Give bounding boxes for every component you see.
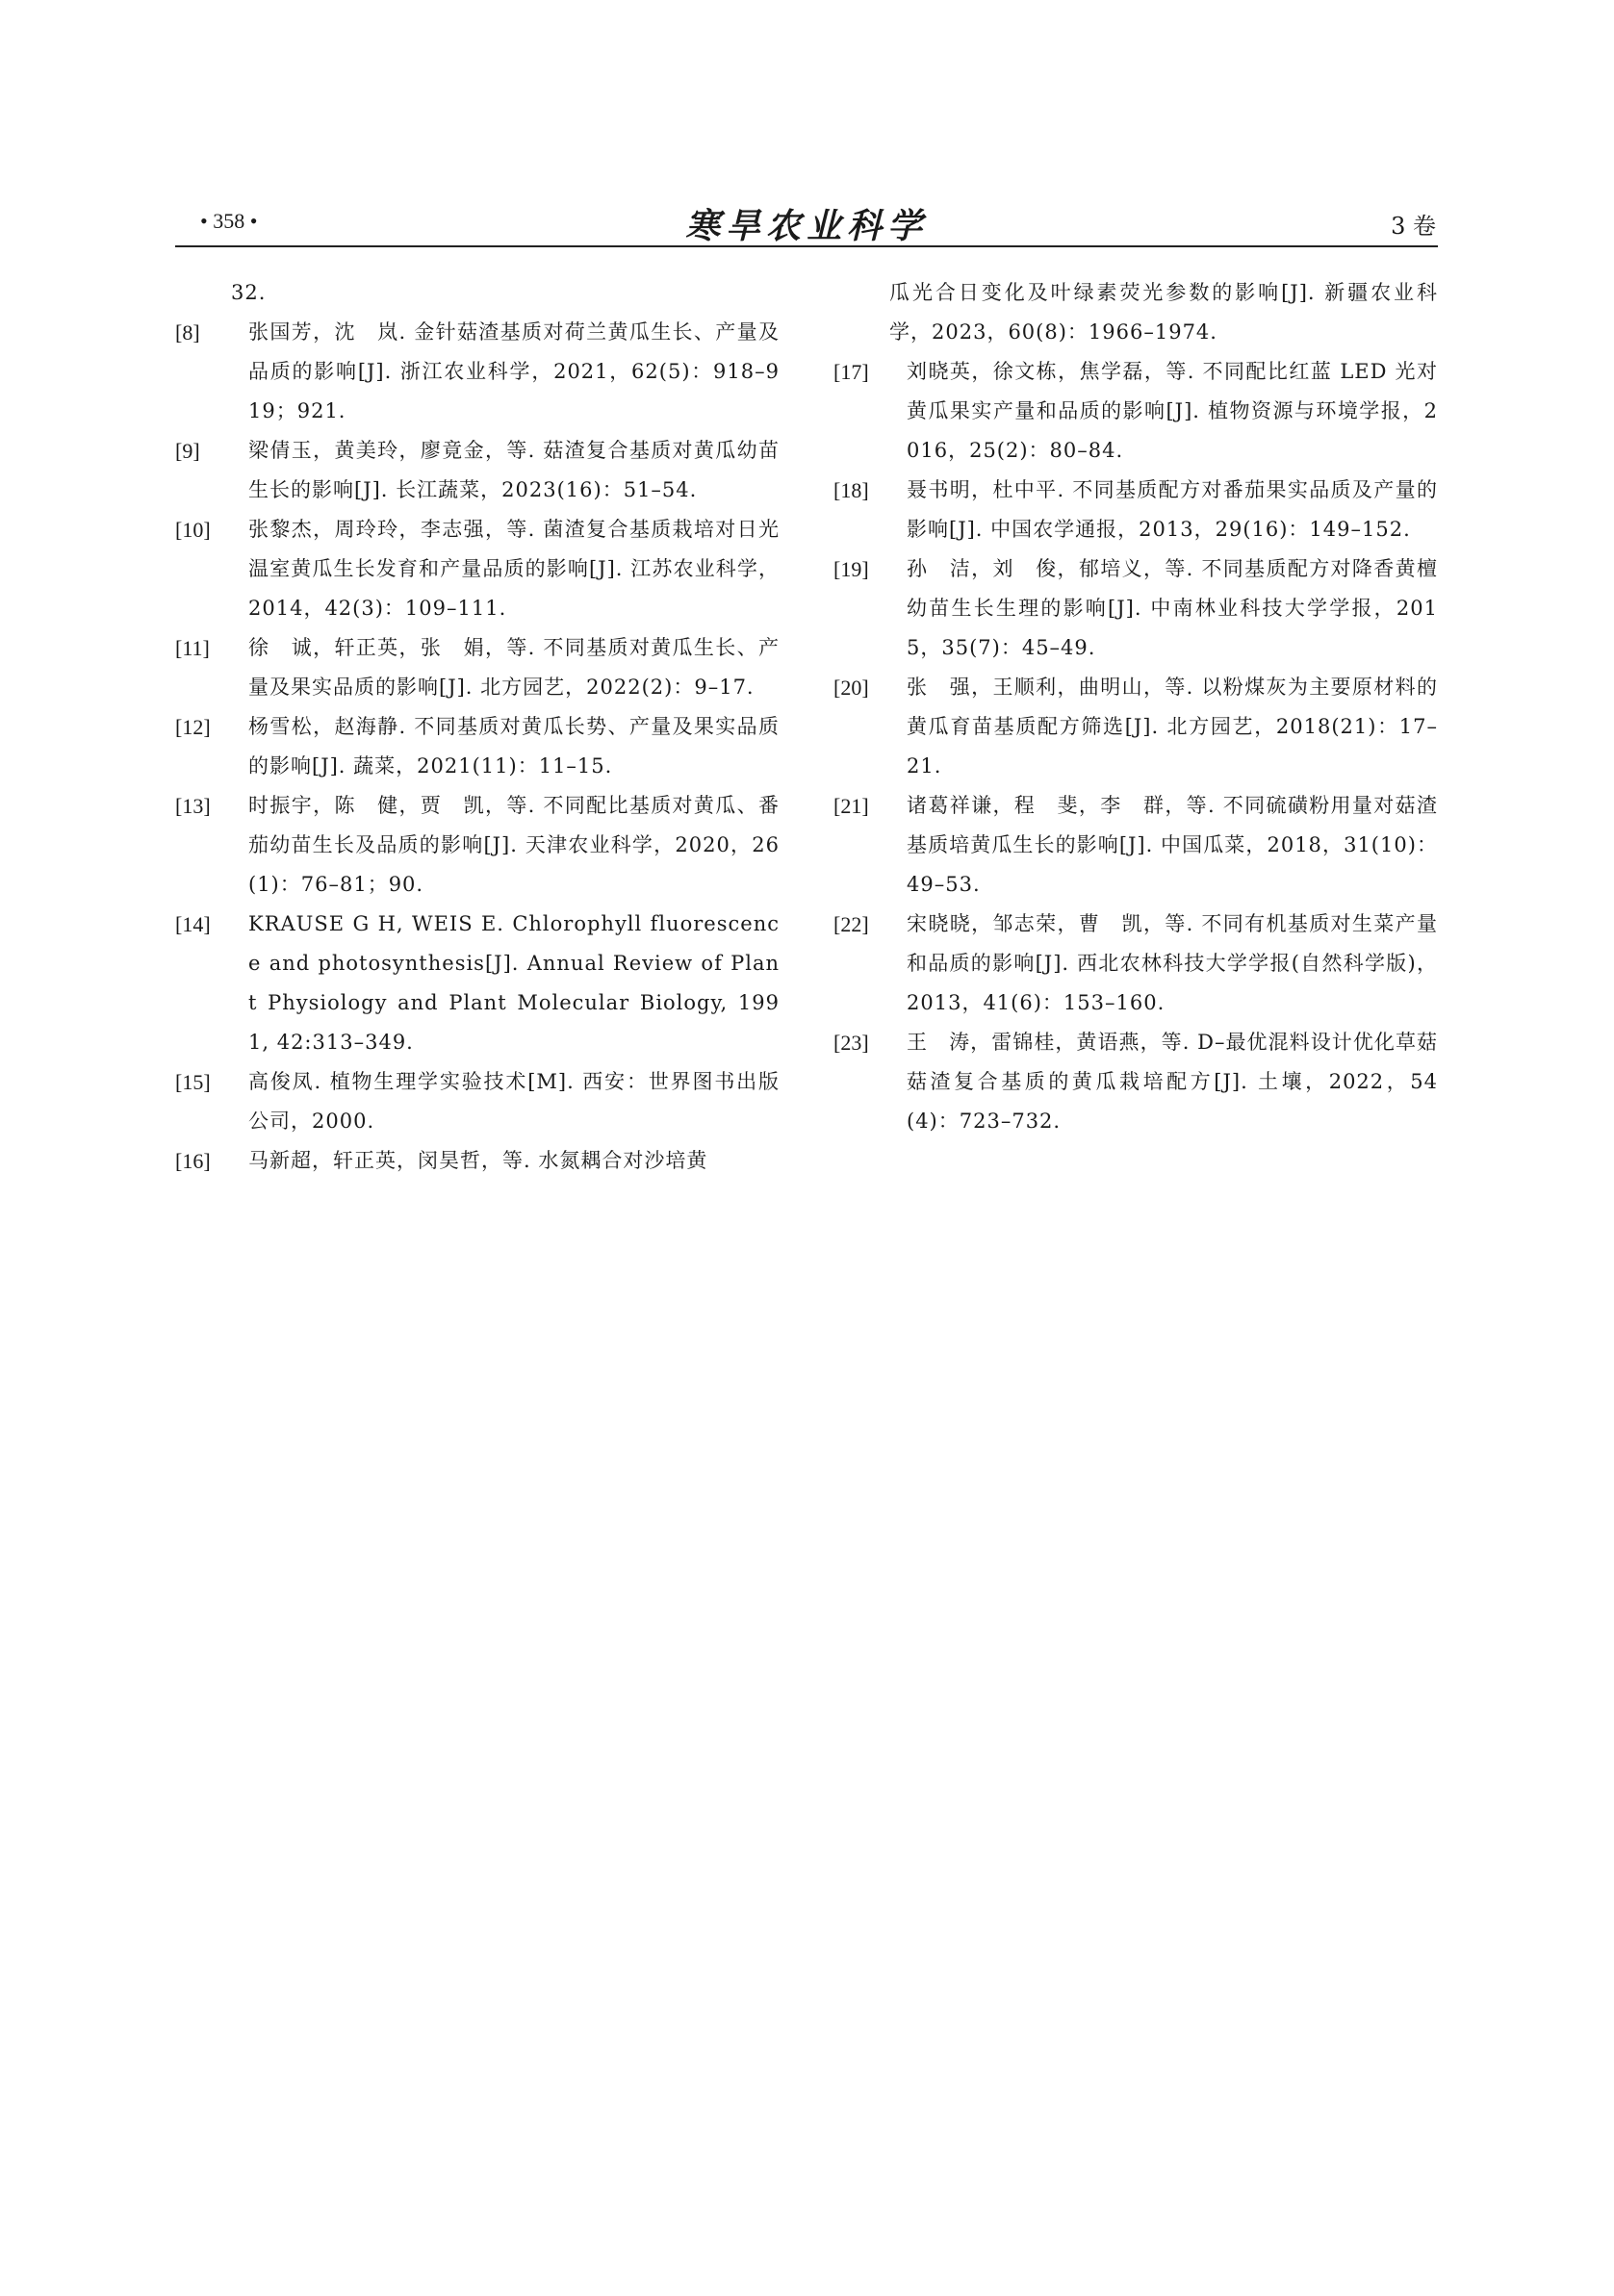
reference-number: [12] <box>175 715 211 739</box>
reference-number: [16] <box>175 1149 211 1173</box>
reference-text: 梁倩玉，黄美玲，廖竟金，等. 菇渣复合基质对黄瓜幼苗生长的影响[J]. 长江蔬菜，2023(16)：51–54. <box>248 439 780 501</box>
reference-text: 刘晓英，徐文栋，焦学磊，等. 不同配比红蓝 LED 光对黄瓜果实产量和品质的影响[J]. 植物资源与环境学报，2016，25(2)：80–84. <box>907 360 1438 462</box>
reference-item <box>833 549 1438 668</box>
reference-number: [19] <box>833 557 869 581</box>
reference-item <box>833 668 1438 786</box>
reference-number: [8] <box>175 320 200 344</box>
reference-text: 张黎杰，周玲玲，李志强，等. 菌渣复合基质栽培对日光温室黄瓜生长发育和产量品质的影响[J]. 江苏农业科学，2014，42(3)：109–111. <box>248 518 780 620</box>
reference-number: [18] <box>833 478 869 502</box>
reference-item <box>175 510 780 628</box>
volume-label: 3 卷 <box>1391 213 1436 240</box>
page-number: • 358 • <box>200 209 258 233</box>
reference-item <box>175 786 780 905</box>
reference-number: [10] <box>175 518 211 542</box>
reference-item <box>833 1023 1438 1141</box>
reference-item <box>175 1062 780 1141</box>
reference-item <box>833 352 1438 471</box>
reference-text: 杨雪松，赵海静. 不同基质对黄瓜长势、产量及果实品质的影响[J]. 蔬菜，2021(11)：11–15. <box>248 715 780 778</box>
reference-number: [23] <box>833 1031 869 1055</box>
reference-number: [9] <box>175 439 200 463</box>
reference-text: 马新超，轩正英，闵昊哲，等. 水氮耦合对沙培黄 <box>248 1149 708 1172</box>
reference-number: [22] <box>833 912 869 936</box>
right-column <box>833 273 1438 1141</box>
reference-item <box>175 628 780 707</box>
left-column <box>175 273 780 1181</box>
reference-number: [15] <box>175 1070 211 1094</box>
reference-text: 孙 洁，刘 俊，郁培义，等. 不同基质配方对降香黄檀幼苗生长生理的影响[J]. 中南林业科技大学学报，2015，35(7)：45–49. <box>907 557 1438 659</box>
reference-text: KRAUSE G H, WEIS E. Chlorophyll fluorescence and photosynthesis[J]. Annual Review of Plant Physiology and Plant Molecular Biology, 1991, 42:313–349. <box>248 912 780 1054</box>
running-header <box>175 199 1438 245</box>
reference-number: [14] <box>175 912 211 936</box>
reference-text: 宋晓晓，邹志荣，曹 凯，等. 不同有机基质对生菜产量和品质的影响[J]. 西北农林科技大学学报(自然科学版)，2013，41(6)：153–160. <box>907 912 1438 1014</box>
reference-item <box>175 1141 780 1181</box>
reference-text: 张 强，王顺利，曲明山，等. 以粉煤灰为主要原材料的黄瓜育苗基质配方筛选[J]. 北方园艺，2018(21)：17–21. <box>907 676 1438 778</box>
journal-title: 寒旱农业科学 <box>684 207 928 246</box>
reference-continuation: 32. <box>231 281 267 304</box>
reference-item <box>175 707 780 786</box>
reference-item <box>833 905 1438 1023</box>
reference-continuation: 瓜光合日变化及叶绿素荧光参数的影响[J]. 新疆农业科学，2023，60(8)：1966–1974. <box>889 281 1438 344</box>
reference-item <box>833 471 1438 549</box>
reference-item <box>833 786 1438 905</box>
reference-text: 诸葛祥谦，程 斐，李 群，等. 不同硫磺粉用量对菇渣基质培黄瓜生长的影响[J]. 中国瓜菜，2018，31(10)：49–53. <box>907 794 1438 896</box>
reference-text: 张国芳，沈 岚. 金针菇渣基质对荷兰黄瓜生长、产量及品质的影响[J]. 浙江农业科学，2021，62(5)：918–919；921. <box>248 320 780 422</box>
reference-number: [13] <box>175 794 211 818</box>
reference-number: [11] <box>175 636 210 660</box>
reference-number: [17] <box>833 360 869 384</box>
reference-number: [21] <box>833 794 869 818</box>
reference-number: [20] <box>833 676 869 700</box>
reference-text: 聂书明，杜中平. 不同基质配方对番茄果实品质及产量的影响[J]. 中国农学通报，2013，29(16)：149–152. <box>907 478 1438 541</box>
reference-item <box>175 313 780 431</box>
reference-text: 王 涛，雷锦桂，黄语燕，等. D–最优混料设计优化草菇菇渣复合基质的黄瓜栽培配方[J]. 土壤，2022，54(4)：723–732. <box>907 1031 1438 1133</box>
reference-item <box>175 905 780 1062</box>
reference-text: 徐 诚，轩正英，张 娟，等. 不同基质对黄瓜生长、产量及果实品质的影响[J]. 北方园艺，2022(2)：9–17. <box>248 636 780 699</box>
reference-item <box>175 431 780 510</box>
reference-text: 高俊凤. 植物生理学实验技术[M]. 西安：世界图书出版公司，2000. <box>248 1070 780 1133</box>
reference-text: 时振宇，陈 健，贾 凯，等. 不同配比基质对黄瓜、番茄幼苗生长及品质的影响[J]. 天津农业科学，2020，26(1)：76–81；90. <box>248 794 780 896</box>
header-rule <box>175 245 1438 247</box>
